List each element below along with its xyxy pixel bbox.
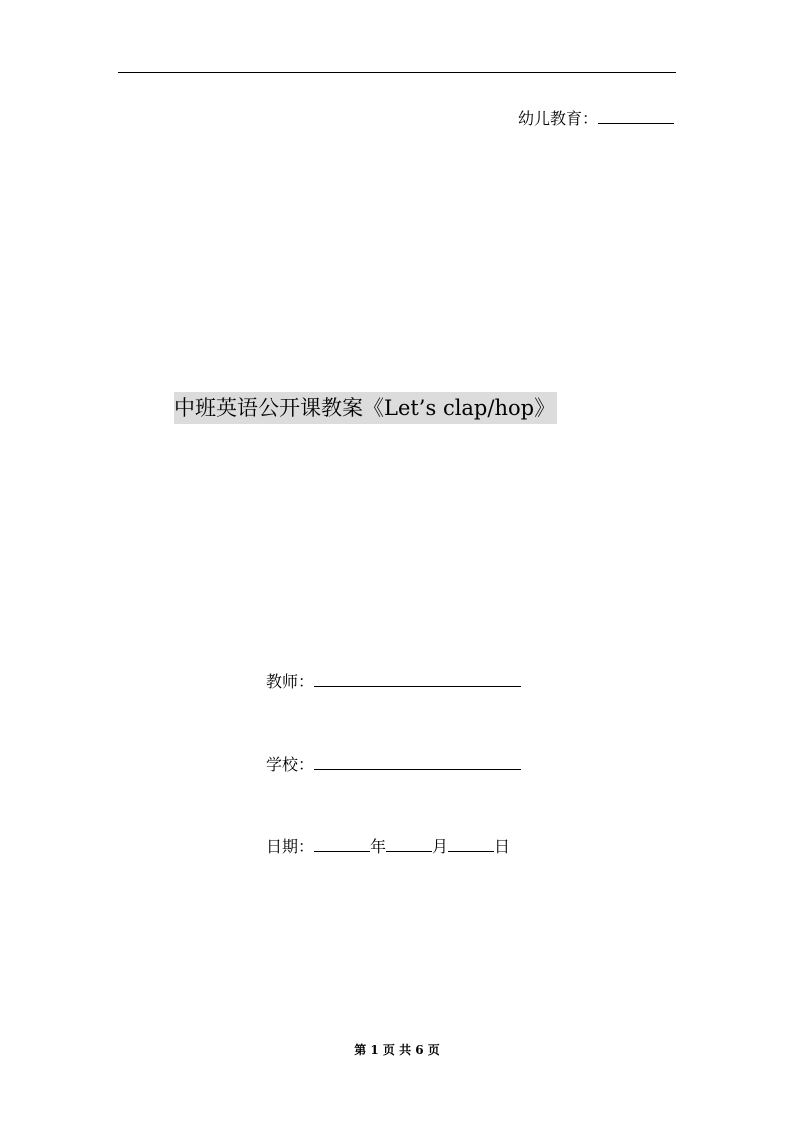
month-unit: 月 bbox=[432, 837, 449, 856]
day-unit: 日 bbox=[494, 837, 511, 856]
title-highlight bbox=[174, 392, 557, 424]
school-label: 学校： bbox=[266, 755, 315, 774]
category-blank bbox=[598, 107, 674, 124]
year-blank bbox=[314, 835, 370, 852]
school-blank bbox=[314, 753, 521, 770]
teacher-field bbox=[266, 670, 521, 692]
teacher-label: 教师： bbox=[266, 672, 315, 691]
category-line bbox=[518, 107, 674, 129]
month-blank bbox=[386, 835, 432, 852]
header-rule bbox=[118, 72, 676, 73]
date-label: 日期： bbox=[266, 837, 315, 856]
teacher-blank bbox=[314, 670, 521, 687]
day-blank bbox=[448, 835, 494, 852]
page-footer: 第 1 页 共 6 页 bbox=[354, 1043, 440, 1057]
document-title: 中班英语公开课教案《Let’s clap/hop》 bbox=[174, 396, 556, 420]
year-unit: 年 bbox=[370, 837, 387, 856]
date-field bbox=[266, 835, 510, 857]
category-label: 幼儿教育： bbox=[517, 109, 598, 128]
school-field bbox=[266, 753, 521, 775]
